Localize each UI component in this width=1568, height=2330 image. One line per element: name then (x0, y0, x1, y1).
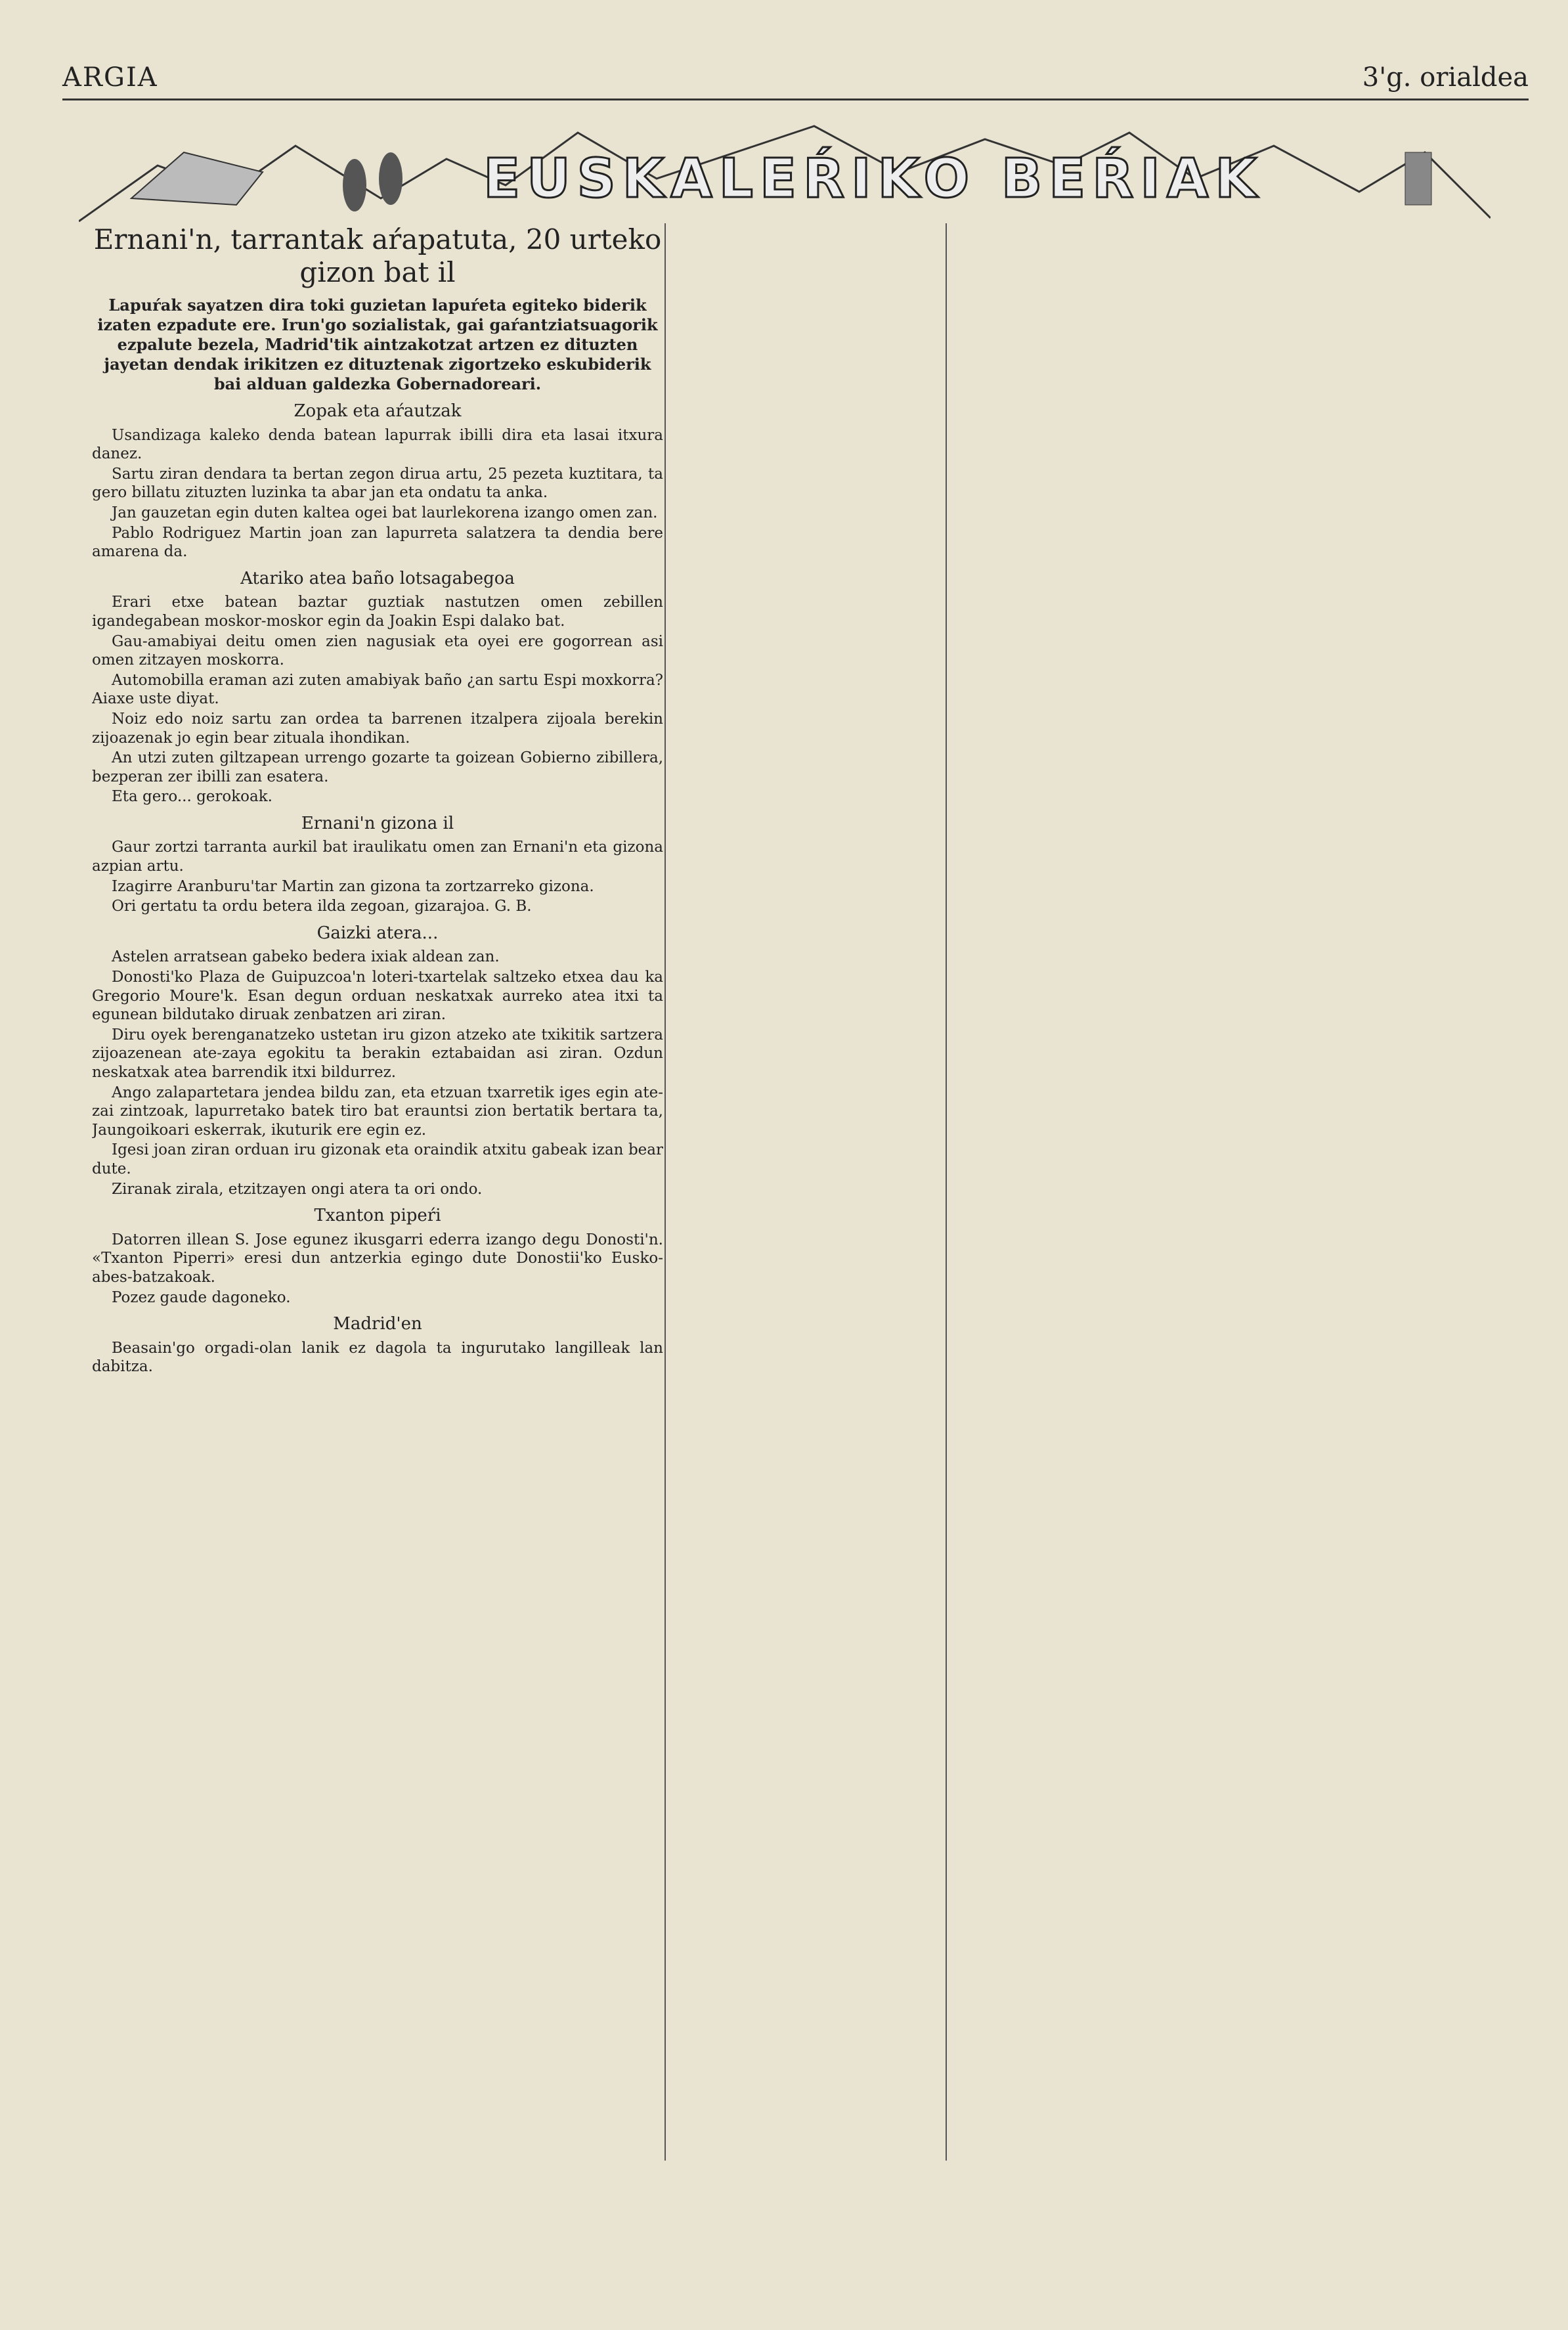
paragraph: Pozez gaude dagoneko. (112, 1288, 291, 1306)
paragraph: Pablo Rodriguez Martin joan zan lapurreta salatzera ta dendia bere amarena da. (92, 524, 663, 561)
masthead-name: ARGIA (62, 62, 158, 93)
paragraph: Igesi joan ziran orduan iru gizonak eta oraindik atxitu gabeak izan bear dute. (92, 1141, 663, 1177)
paragraph: Ango zalapartetara jendea bildu zan, eta etzuan txarretik iges egin ate-zai zintzoak, lapurretako batek tiro bat erauntsi zion bertatik bertara ta, Jaungoikoari eskerrak, ikuturik ere egin ez. (92, 1084, 663, 1139)
headline: Ernani'n, tarrantak aŕapatuta, 20 urteko gizon bat il (93, 223, 662, 288)
paragraph: Datorren illean S. Jose egunez ikusgarri ederra izango degu Donosti'n. «Txanton Piperri» eresi dun antzerkia egingo dute Donostii'ko Eusko-abes-batzakoak. (92, 1231, 663, 1286)
header-rule (62, 99, 1529, 100)
column-divider (664, 223, 666, 2161)
paragraph: Beasain'go orgadi-olan lanik ez dagola ta ingurutako langilleak lan dabitza. (92, 1339, 663, 1376)
section-heading: Ernani'n gizona il (301, 813, 454, 833)
page-number: 3'g. orialdea (1362, 62, 1529, 93)
paragraph: Izagirre Aranburu'tar Martin zan gizona ta zortzarreko gizona. (112, 877, 594, 895)
paragraph: Ori gertatu ta ordu betera ilda zegoan, gizarajoa. G. B. (112, 898, 532, 915)
paragraph: An utzi zuten giltzapean urrengo gozarte ta goizean Gobierno zibillera, bezperan zer ibilli zan esatera. (92, 749, 663, 785)
column-1 (92, 223, 663, 1378)
paragraph: Noiz edo noiz sartu zan ordea ta barrenen itzalpera zijoala berekin zijoazenak jo egin bear zituala ihondikan. (92, 710, 663, 747)
paragraph: Diru oyek berenganatzeko ustetan iru gizon atzeko ate txikitik sartzera zijoazenean ate-zaya egokitu ta berakin eztabaidan asi ziran. Ozdun neskatxak atea barrendik itxi bildurrez. (92, 1026, 663, 1081)
paragraph: Usandizaga kaleko denda batean lapurrak ibilli dira eta lasai itxura danez. (92, 426, 663, 463)
paragraph: Gaur zortzi tarranta aurkil bat iraulikatu omen zan Ernani'n eta gizona azpian artu. (92, 839, 663, 875)
paragraph: Astelen arratsean gabeko bedera ixiak aldean zan. (112, 948, 500, 966)
column-divider (946, 223, 947, 2161)
paragraph: Sartu ziran dendara ta bertan zegon dirua artu, 25 pezeta kuztitara, ta gero billatu zituzten luzinka ta abar jan eta ondatu ta anka. (92, 465, 663, 502)
paragraph: Eta gero... gerokoak. (112, 788, 272, 806)
paragraph: Donosti'ko Plaza de Guipuzcoa'n loteri-txartelak saltzeko etxea dau ka Gregorio Moure'k. Esan degun orduan neskatxak aurreko atea itxi ta egunean bildutako diruak zenbatzen ari ziran. (92, 969, 663, 1024)
running-header (62, 62, 1529, 95)
paragraph: Automobilla eraman azi zuten amabiyak baño ¿an sartu Espi moxkorra? Aiaxe uste diyat. (92, 671, 663, 708)
section-heading: Zopak eta aŕautzak (294, 401, 462, 421)
section-heading: Madrid'en (333, 1314, 422, 1334)
subhead: Lapuŕak sayatzen dira toki guzietan lapuŕeta egiteko biderik izaten ezpadute ere. Irun'go sozialistak, gai gaŕantziatsuagorik ezpalute bezela, Madrid'tik aintzakotzat artzen ez dituzten jayetan dendak irikitzen ez dituztenak zigortzeko eskubiderik bai alduan galdezka Gobernadoreari. (97, 296, 658, 393)
paragraph: Erari etxe batean baztar guztiak nastutzen omen zebillen igandegabean moskor-moskor egin da Joakin Espi dalako bat. (92, 594, 663, 630)
section-heading: Atariko atea baño lotsagabegoa (240, 568, 515, 588)
section-heading: Gaizki atera... (316, 923, 439, 943)
banner-title: EUSKALEŔIKO BEŔIAK (483, 148, 1263, 210)
section-heading: Txanton pipeŕi (314, 1206, 441, 1226)
paragraph: Ziranak zirala, etzitzayen ongi atera ta ori ondo. (112, 1180, 483, 1198)
paragraph: Gau-amabiyai deitu omen zien nagusiak eta oyei ere gogorrean asi omen zitzayen moskorra. (92, 632, 663, 669)
paragraph: Jan gauzetan egin duten kaltea ogei bat laurlekorena izango omen zan. (112, 504, 658, 521)
